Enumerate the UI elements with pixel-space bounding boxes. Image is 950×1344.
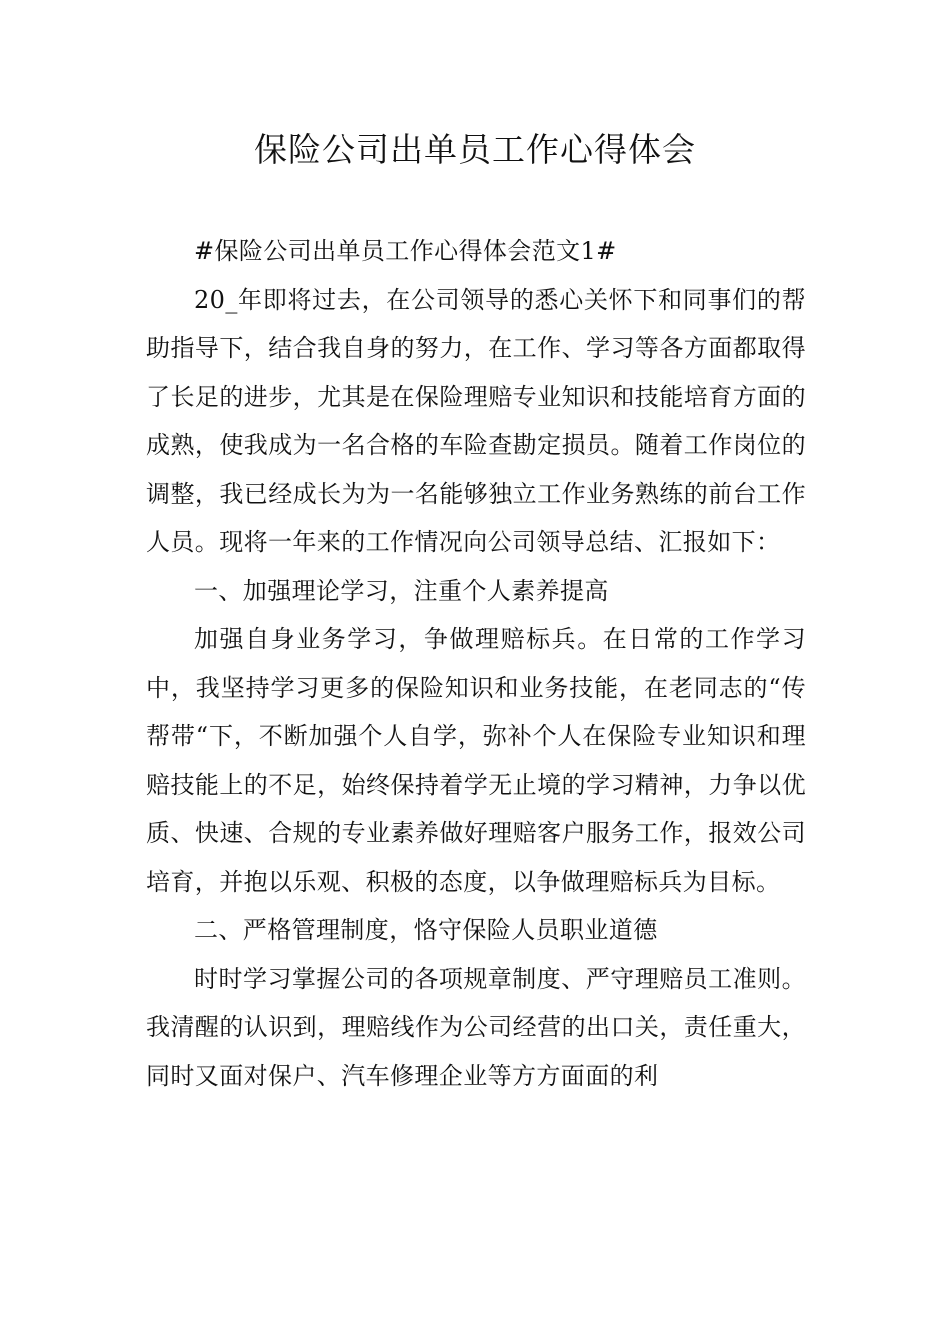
document-body [146, 227, 806, 1100]
section-paragraph-1: 加强自身业务学习，争做理赔标兵。在日常的工作学习中，我坚持学习更多的保险知识和业务技能，在老同志的“传帮带“下，不断加强个人自学，弥补个人在保险专业知识和理赔技能上的不足，始终保持着学无止境的学习精神，力争以优质、快速、合规的专业素养做好理赔客户服务工作，报效公司培育，并抱以乐观、积极的态度，以争做理赔标兵为目标。 [146, 625, 806, 896]
section-heading-2: 二、严格管理制度，恪守保险人员职业道德 [194, 916, 658, 944]
document-title: 保险公司出单员工作心得体会 [254, 130, 696, 169]
intro-paragraph: 20_年即将过去，在公司领导的悉心关怀下和同事们的帮助指导下，结合我自身的努力，在工作、学习等各方面都取得了长足的进步，尤其是在保险理赔专业知识和技能培育方面的成熟，使我成为一名合格的车险查勘定损员。随着工作岗位的调整，我已经成长为为一名能够独立工作业务熟练的前台工作人员。现将一年来的工作情况向公司领导总结、汇报如下： [146, 285, 806, 556]
section-heading-1: 一、加强理论学习，注重个人素养提高 [194, 576, 609, 605]
subtitle-line: #保险公司出单员工作心得体会范文1# [194, 237, 617, 265]
section-paragraph-2: 时时学习掌握公司的各项规章制度、严守理赔员工准则。我清醒的认识到，理赔线作为公司经营的出口关，责任重大，同时又面对保户、汽车修理企业等方方面面的利 [146, 964, 806, 1090]
